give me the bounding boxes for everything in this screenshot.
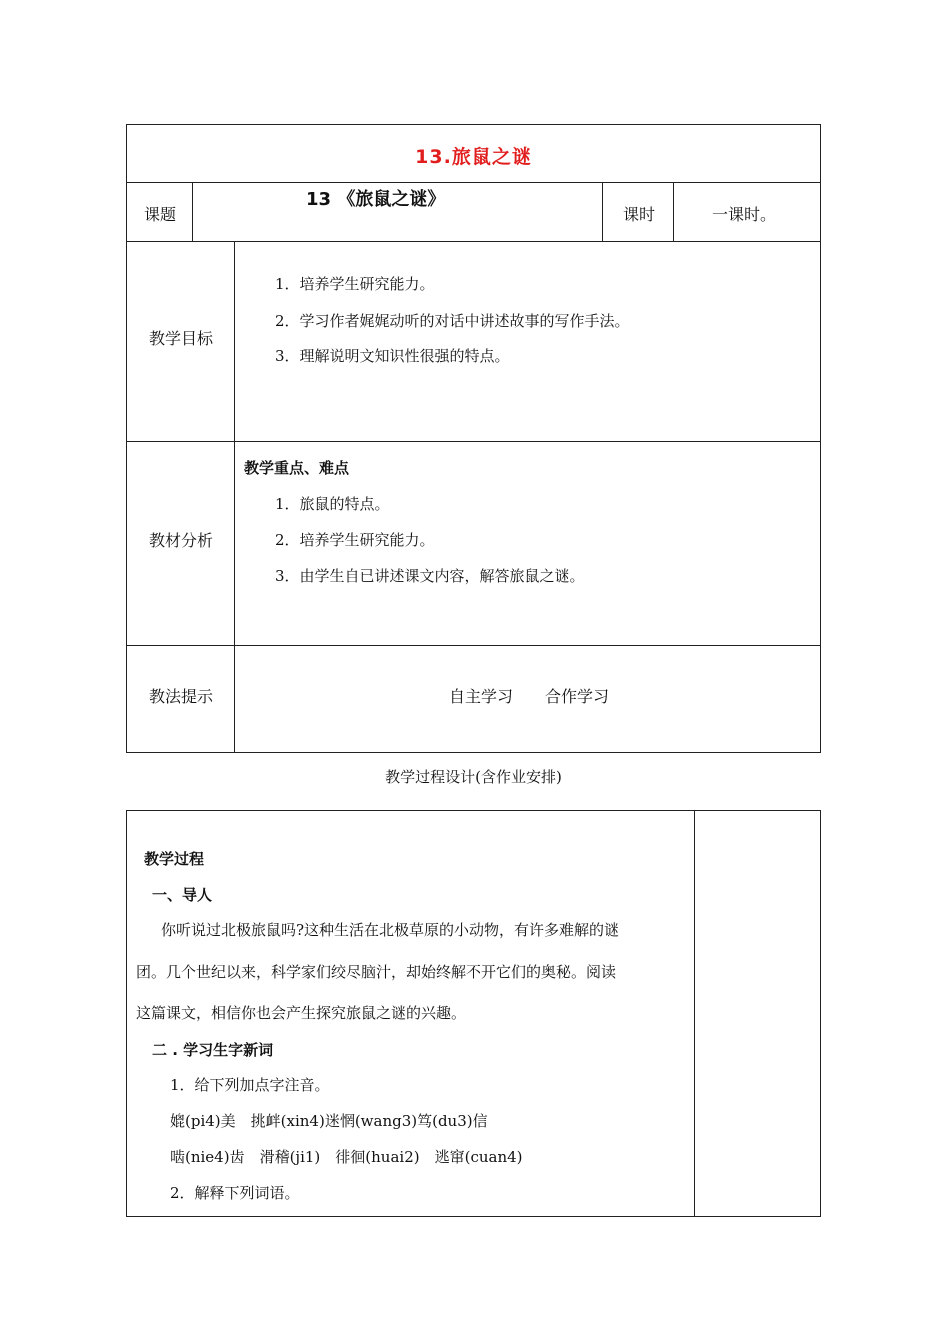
course-value: 13 《旅鼠之谜》 bbox=[306, 189, 446, 210]
method-label: 教法提示 bbox=[148, 687, 213, 706]
table-rule bbox=[126, 241, 821, 242]
process-heading: 教学过程 bbox=[144, 850, 205, 868]
table-rule bbox=[126, 182, 821, 183]
goal-item: 2．学习作者娓娓动听的对话中讲述故事的写作手法。 bbox=[275, 312, 630, 330]
table-border-bottom bbox=[126, 1216, 821, 1217]
period-label: 课时 bbox=[623, 205, 656, 224]
goals-label: 教学目标 bbox=[148, 329, 213, 348]
table-border-bottom bbox=[126, 752, 821, 753]
exercise-item: 1．给下列加点字注音。 bbox=[170, 1076, 330, 1094]
part2-title: 二 . 学习生字新词 bbox=[152, 1041, 274, 1059]
section-caption: 教学过程设计(含作业安排) bbox=[385, 768, 562, 786]
table-border-right bbox=[820, 124, 821, 753]
table-border-left bbox=[126, 124, 127, 753]
goal-item: 1．培养学生研究能力。 bbox=[275, 275, 435, 293]
table-rule bbox=[673, 182, 674, 242]
analysis-heading: 教学重点、难点 bbox=[244, 459, 350, 477]
analysis-label: 教材分析 bbox=[148, 531, 213, 550]
pinyin-line: 啮(nie4)齿 滑稽(ji1) 徘徊(huai2) 逃窜(cuan4) bbox=[170, 1148, 523, 1166]
table-rule bbox=[694, 810, 695, 1217]
goal-item: 3．理解说明文知识性很强的特点。 bbox=[275, 347, 510, 365]
table-rule bbox=[234, 241, 235, 753]
course-label: 课题 bbox=[144, 205, 177, 224]
table-rule bbox=[602, 182, 603, 242]
part1-title: 一、导人 bbox=[152, 886, 213, 904]
method-value: 自主学习 合作学习 bbox=[449, 687, 610, 706]
table-border-top bbox=[126, 810, 821, 811]
analysis-item: 1．旅鼠的特点。 bbox=[275, 495, 390, 513]
table-border-left bbox=[126, 810, 127, 1217]
table-border-top bbox=[126, 124, 821, 125]
part1-line: 你听说过北极旅鼠吗?这种生活在北极草原的小动物，有许多难解的谜 bbox=[161, 921, 620, 939]
table-rule bbox=[126, 645, 821, 646]
part1-line: 团。几个世纪以来，科学家们绞尽脑汁，却始终解不开它们的奥秘。阅读 bbox=[136, 963, 617, 981]
exercise-item: 2．解释下列词语。 bbox=[170, 1184, 300, 1202]
pinyin-line: 媲(pi4)美 挑衅(xin4)迷惘(wang3)笃(du3)信 bbox=[170, 1112, 488, 1130]
part1-line: 这篇课文，相信你也会产生探究旅鼠之谜的兴趣。 bbox=[136, 1004, 467, 1022]
table-rule bbox=[192, 182, 193, 242]
period-value: 一课时。 bbox=[712, 205, 777, 224]
table-rule bbox=[126, 441, 821, 442]
analysis-item: 3．由学生自已讲述课文内容，解答旅鼠之谜。 bbox=[275, 567, 585, 585]
analysis-item: 2．培养学生研究能力。 bbox=[275, 531, 435, 549]
page-title: 13.旅鼠之谜 bbox=[415, 146, 532, 168]
table-border-right bbox=[820, 810, 821, 1217]
